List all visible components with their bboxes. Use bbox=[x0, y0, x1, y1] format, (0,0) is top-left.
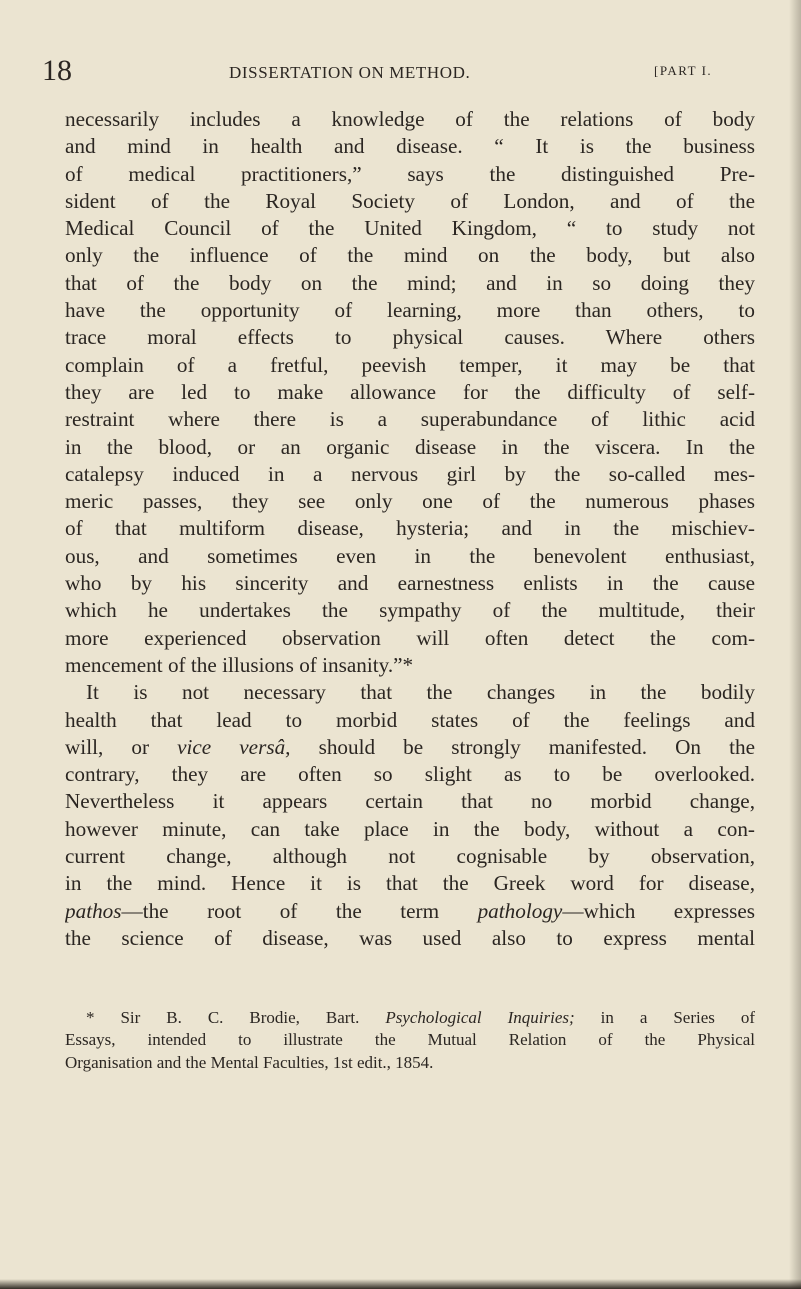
text-line: who by his sincerity and earnestness enlists in the cause bbox=[65, 571, 755, 596]
text-line bbox=[65, 898, 755, 925]
paragraph-start-line bbox=[65, 679, 755, 706]
text-line: in the blood, or an organic disease in the viscera. In the bbox=[65, 434, 755, 459]
footnote-line: Organisation and the Mental Faculties, 1st edit., 1854. bbox=[65, 1052, 434, 1072]
footnote bbox=[65, 1007, 755, 1074]
text-line: ous, and sometimes even in the benevolent enthusiast, bbox=[65, 543, 755, 568]
text-line: of that multiform disease, hysteria; and in the mischiev- bbox=[65, 516, 755, 541]
text-segment: It is not necessary that the changes in the bodily bbox=[86, 680, 755, 705]
text-line: have the opportunity of learning, more than others, to bbox=[65, 298, 755, 323]
text-segment: * Sir B. C. Brodie, Bart. bbox=[86, 1008, 386, 1027]
text-line: in the mind. Hence it is that the Greek word for disease, bbox=[65, 871, 755, 896]
footnote-line: Essays, intended to illustrate the Mutual Relation of the Physical bbox=[65, 1030, 755, 1050]
text-segment: —the root of the term bbox=[121, 898, 478, 923]
text-line: of medical practitioners,” says the distinguished Pre- bbox=[65, 161, 755, 186]
text-line: mencement of the illusions of insanity.”* bbox=[65, 652, 414, 677]
text-line: catalepsy induced in a nervous girl by the so-called mes- bbox=[65, 461, 755, 486]
text-line: they are led to make allowance for the difficulty of self- bbox=[65, 379, 755, 404]
text-line: the science of disease, was used also to express mental bbox=[65, 925, 755, 950]
text-segment: will, or bbox=[65, 734, 178, 759]
page-header bbox=[0, 54, 801, 96]
page-bottom-edge bbox=[0, 1279, 801, 1289]
italic-phrase: vice versâ, bbox=[177, 734, 291, 759]
text-segment: in a Series of bbox=[574, 1008, 755, 1027]
text-line: meric passes, they see only one of the numerous phases bbox=[65, 489, 755, 514]
text-line: trace moral effects to physical causes. Where others bbox=[65, 325, 755, 350]
text-line: only the influence of the mind on the body, but also bbox=[65, 243, 755, 268]
running-head: DISSERTATION ON METHOD. bbox=[229, 63, 471, 82]
italic-term: pathos bbox=[65, 898, 122, 923]
text-line: necessarily includes a knowledge of the relations of body bbox=[65, 107, 755, 131]
italic-term: pathology bbox=[477, 898, 563, 923]
text-line: that of the body on the mind; and in so doing they bbox=[65, 270, 755, 295]
text-line: contrary, they are often so slight as to be overlooked. bbox=[65, 762, 755, 787]
text-line: more experienced observation will often detect the com- bbox=[65, 625, 755, 650]
part-label: [PART I. bbox=[654, 63, 713, 78]
text-segment: —which expresses bbox=[562, 898, 755, 923]
text-line: complain of a fretful, peevish temper, it may be that bbox=[65, 352, 755, 377]
text-line: Nevertheless it appears certain that no morbid change, bbox=[65, 789, 755, 814]
text-line: restraint where there is a superabundance of lithic acid bbox=[65, 407, 755, 432]
footnote-line bbox=[65, 1007, 755, 1029]
italic-title: Psychological Inquiries; bbox=[385, 1008, 575, 1027]
text-line: which he undertakes the sympathy of the multitude, their bbox=[65, 598, 755, 623]
body-text bbox=[65, 106, 755, 952]
text-line: health that lead to morbid states of the feelings and bbox=[65, 707, 755, 732]
page-edge-shadow bbox=[789, 0, 801, 1289]
text-line: and mind in health and disease. “ It is the business bbox=[65, 134, 755, 159]
text-segment: should be strongly manifested. On the bbox=[290, 734, 755, 759]
page-number: 18 bbox=[42, 54, 72, 87]
text-line: Medical Council of the United Kingdom, “ to study not bbox=[65, 216, 755, 241]
text-line bbox=[65, 734, 755, 761]
text-line: however minute, can take place in the body, without a con- bbox=[65, 816, 755, 841]
text-line: current change, although not cognisable by observation, bbox=[65, 844, 755, 869]
text-line: sident of the Royal Society of London, and of the bbox=[65, 188, 755, 213]
